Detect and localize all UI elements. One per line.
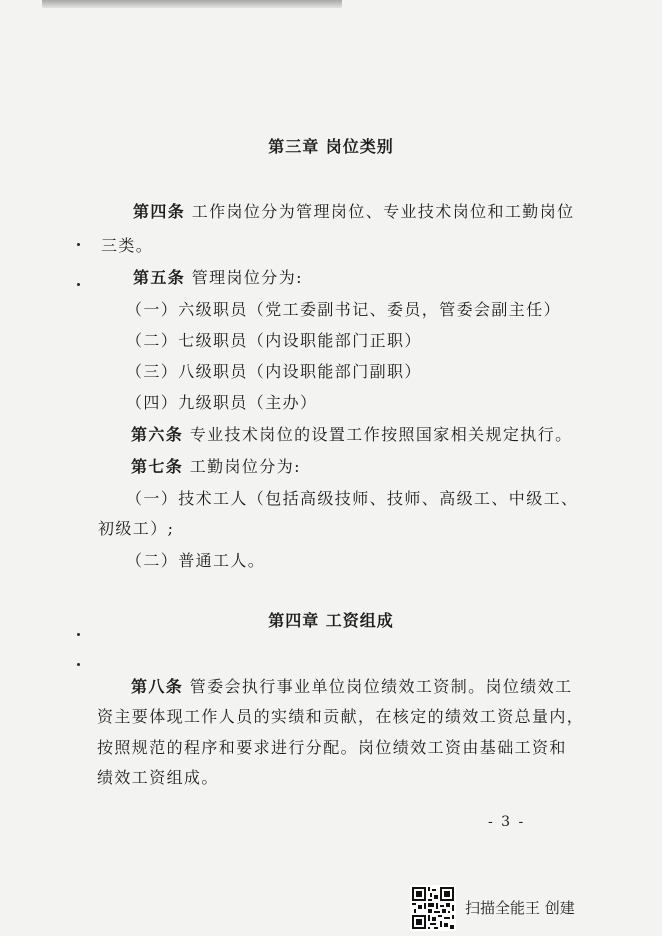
margin-dot bbox=[77, 663, 80, 666]
article-7-label: 第七条 bbox=[131, 457, 184, 476]
article-6-line bbox=[131, 422, 573, 445]
margin-dot bbox=[77, 633, 80, 636]
article-5-label: 第五条 bbox=[133, 268, 186, 287]
article-5-line bbox=[133, 265, 303, 288]
margin-dot bbox=[77, 243, 80, 246]
article-8-line-2: 资主要体现工作人员的实绩和贡献，在核定的绩效工资总量内， bbox=[97, 707, 585, 726]
article-4-line-2: 三类。 bbox=[101, 236, 154, 255]
article-8-line-3: 按照规范的程序和要求进行分配。岗位绩效工资由基础工资和 bbox=[97, 738, 567, 757]
article-8-line-4: 绩效工资组成。 bbox=[97, 768, 219, 787]
article-7-item-1-line-1: （一）技术工人（包括高级技师、技师、高级工、中级工、 bbox=[126, 489, 579, 508]
article-7-item-1-line-2: 初级工）; bbox=[98, 519, 175, 538]
page-number: - 3 - bbox=[488, 814, 526, 830]
article-6-text: 专业技术岗位的设置工作按照国家相关规定执行。 bbox=[183, 425, 573, 444]
article-5-text: 管理岗位分为: bbox=[185, 268, 303, 287]
article-5-item-4: （四）九级职员（主办） bbox=[126, 393, 318, 412]
article-4-line-1 bbox=[133, 199, 575, 222]
article-5-item-2: （二）七级职员（内设职能部门正职） bbox=[126, 331, 422, 350]
article-4-label: 第四条 bbox=[133, 202, 186, 221]
article-7-line bbox=[131, 454, 301, 477]
article-4-text: 工作岗位分为管理岗位、专业技术岗位和工勤岗位 bbox=[185, 202, 575, 221]
margin-dot bbox=[77, 283, 80, 286]
chapter-3-title: 第三章 岗位类别 bbox=[268, 137, 394, 156]
qr-code-icon bbox=[410, 885, 456, 931]
article-8-line-1 bbox=[131, 674, 573, 697]
article-7-item-2: （二）普通工人。 bbox=[126, 551, 266, 570]
article-6-label: 第六条 bbox=[131, 425, 184, 444]
article-5-item-3: （三）八级职员（内设职能部门副职） bbox=[126, 362, 422, 381]
article-5-item-1: （一）六级职员（党工委副书记、委员，管委会副主任） bbox=[126, 300, 562, 319]
article-7-text: 工勤岗位分为: bbox=[183, 457, 301, 476]
article-8-text: 管委会执行事业单位岗位绩效工资制。岗位绩效工 bbox=[183, 677, 573, 696]
chapter-4-title: 第四章 工资组成 bbox=[268, 611, 394, 630]
scanner-watermark: 扫描全能王 创建 bbox=[465, 899, 575, 917]
article-8-label: 第八条 bbox=[131, 677, 184, 696]
scan-edge-mark bbox=[42, 0, 342, 8]
